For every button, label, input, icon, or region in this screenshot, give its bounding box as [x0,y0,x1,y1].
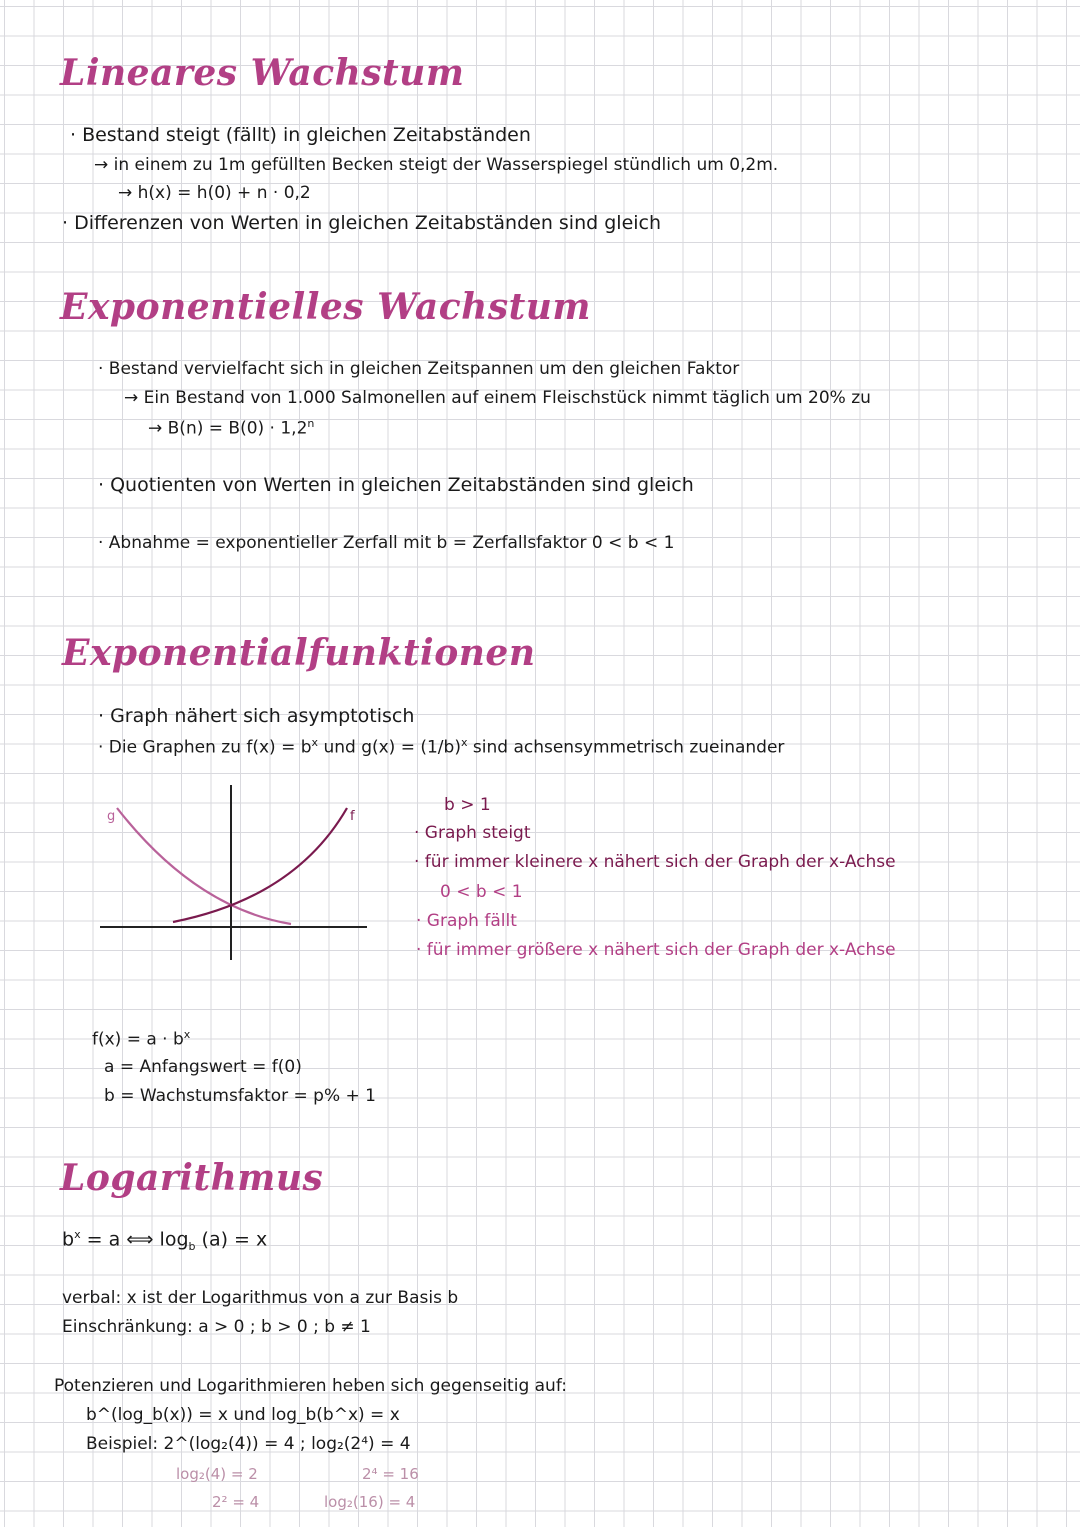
func-bullet-2-post: sind achsensymmetrisch zueinander [467,737,785,758]
exp-example: → Ein Bestand von 1.000 Salmonellen auf einem Fleischstück nimmt täglich um 20% zu [124,388,871,408]
exp-formula [148,417,314,439]
general-formula-text: f(x) = a · b [92,1029,184,1050]
func-bullet-1: · Graph nähert sich asymptotisch [98,705,415,727]
exp-bullet-1: · Bestand vervielfacht sich in gleichen Zeitspannen um den gleichen Faktor [98,359,740,379]
log-definition [62,1228,267,1253]
heading-exponential-functions: Exponentialfunktionen [62,632,536,674]
graph-label-g: g [107,809,116,824]
case2-line1: · Graph fällt [416,911,517,931]
func-bullet-2-mid: und g(x) = (1/b) [318,737,461,758]
case2-title: 0 < b < 1 [440,882,523,902]
log-inverse-formula: b^(log_b(x)) = x und log_b(b^x) = x [86,1405,400,1425]
general-formula [92,1028,190,1050]
log-def-base: b [62,1228,75,1251]
linear-formula: → h(x) = h(0) + n · 0,2 [118,183,311,203]
exp-bullet-3: · Abnahme = exponentieller Zerfall mit b = Zerfallsfaktor 0 < b < 1 [98,533,675,553]
a-definition: a = Anfangswert = f(0) [104,1057,302,1077]
log-def-sub: b [188,1240,196,1254]
heading-linear-growth: Lineares Wachstum [60,52,465,94]
curve-f [173,808,347,922]
case1-title: b > 1 [444,795,491,815]
func-bullet-2 [98,736,784,758]
log-inverse-title: Potenzieren und Logarithmieren heben sich gegenseitig auf: [54,1376,567,1396]
log-note-4: log₂(16) = 4 [324,1493,416,1511]
log-verbal: verbal: x ist der Logarithmus von a zur Basis b [62,1288,459,1308]
linear-bullet-2: · Differenzen von Werten in gleichen Zeitabständen sind gleich [62,212,662,234]
log-restriction: Einschränkung: a > 0 ; b > 0 ; b ≠ 1 [62,1317,371,1337]
func-bullet-2-exp1: x [311,736,319,749]
exp-formula-text: → B(n) = B(0) · 1,2 [148,418,308,439]
exp-bullet-2: · Quotienten von Werten in gleichen Zeitabständen sind gleich [98,474,694,496]
func-bullet-2-pre: · Die Graphen zu f(x) = b [98,737,312,758]
heading-logarithm: Logarithmus [60,1157,324,1199]
log-note-1: log₂(4) = 2 [176,1465,258,1483]
linear-example: → in einem zu 1m gefüllten Becken steigt der Wasserspiegel stündlich um 0,2m. [94,155,779,175]
case1-line2: · für immer kleinere x nähert sich der Graph der x-Achse [414,852,896,872]
log-note-3: 2⁴ = 16 [362,1465,419,1483]
log-def-end: (a) = x [195,1228,268,1251]
graph-label-f: f [350,809,355,824]
linear-bullet-1: · Bestand steigt (fällt) in gleichen Zeitabständen [70,124,531,146]
case2-line2: · für immer größere x nähert sich der Graph der x-Achse [416,940,896,960]
case1-line1: · Graph steigt [414,823,531,843]
curve-g [117,808,291,924]
log-example: Beispiel: 2^(log₂(4)) = 4 ; log₂(2⁴) = 4 [86,1434,411,1454]
exp-formula-exponent: n [307,417,315,430]
exponential-graph-sketch [95,780,375,965]
log-note-2: 2² = 4 [212,1493,260,1511]
heading-exponential-growth: Exponentielles Wachstum [60,286,591,328]
log-def-mid: = a ⟺ log [80,1228,189,1251]
func-bullet-2-exp2: x [460,736,468,749]
log-def-exp: x [74,1228,81,1241]
b-definition: b = Wachstumsfaktor = p% + 1 [104,1086,376,1106]
general-formula-exp: x [183,1028,191,1041]
